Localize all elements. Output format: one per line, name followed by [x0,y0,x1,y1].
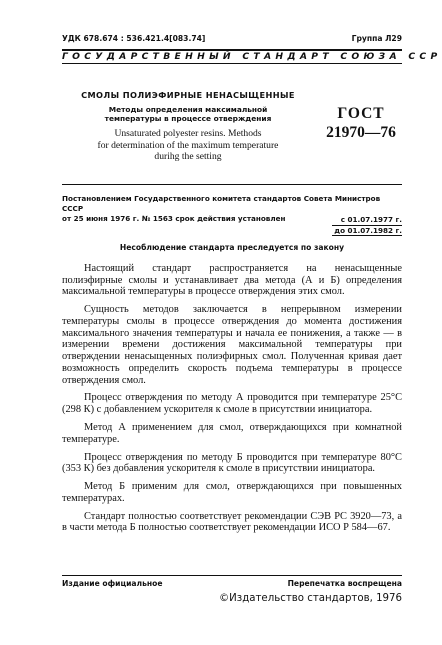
title-english-line: durihg the setting [154,151,222,162]
decree-line: Постановлением Государственного комитета стандартов Совета Министров СССР [62,194,381,213]
title-english-line: Unsaturated polyester resins. Methods [114,128,262,139]
title-subtitle-line: температуры в процессе отверждения [104,114,272,123]
title-rule [62,184,402,185]
body-paragraph: Сущность методов заключается в непрерывном измерении температуры смолы в процессе отверждения до момента достижения максимального значения температуры и начала ее понижения, а также — в измерении времени достижения максимальной температуры при отверждении ненасыщенных полиэфирных смол. Полученная кривая дает возможность определить скорость подъема температуры в процессе отверждения смол. [62,304,402,386]
body-paragraph: Метод Б применим для смол, отверждающихся при повышенных температурах. [62,481,402,504]
header-row [62,34,402,46]
copyright-note: ©Издательство стандартов, 1976 [218,593,402,604]
udk-code: УДК 678.674 : 536.421.4[083.74] [62,34,206,43]
title-block [62,90,314,163]
body-paragraph: Метод А применением для смол, отверждающихся при комнатной температуре. [62,422,402,445]
banner-rule [62,63,402,64]
body-paragraph: Стандарт полностью соответствует рекомендации СЭВ PC 3920—73, а в части метода Б полностью соответствует рекомендации ИСО Р 584—67. [62,510,402,534]
title-main: СМОЛЫ ПОЛИЭФИРНЫЕ НЕНАСЫЩЕННЫЕ [81,90,295,100]
title-english-line: for determination of the maximum temperature [97,139,279,151]
title-subtitle-line: Методы определения максимальной [108,105,268,114]
validity-dates [332,215,402,236]
reprint-note: Перепечатка воспрещена [287,579,402,588]
body-paragraph: Процесс отверждения по методу А проводится при температуре 25°С (298 К) с добавлением ускорителя к смоле в присутствии инициатора. [62,392,402,416]
group-code: Группа Л29 [351,34,402,43]
document-body [62,263,402,540]
footer-rule [62,575,402,576]
body-paragraph: Настоящий стандарт распространяется на ненасыщенные полиэфирные смолы и устанавливает два метода (А и Б) определения максимальной температуры в процессе отверждения этих смол. [62,263,402,298]
state-standard-banner: ГОСУДАРСТВЕННЫЙ СТАНДАРТ СОЮЗА ССР [62,51,442,62]
title-subtitle [62,105,314,123]
title-english [62,128,314,163]
body-paragraph: Процесс отверждения по методу Б проводится при температуре 80°С (353 К) без добавления ускорителя к смоле в присутствии инициатора. [62,451,402,475]
date-from: с 01.07.1977 г. [332,215,402,226]
gost-designation [320,105,402,142]
official-edition-note: Издание официальное [62,579,163,588]
gost-label: ГОСТ [337,105,385,122]
legal-warning: Несоблюдение стандарта преследуется по закону [119,243,345,252]
gost-number: 21970—76 [326,124,396,141]
date-to: до 01.07.1982 г. [332,226,402,237]
decree-line: от 25 июня 1976 г. № 1563 срок действия установлен [62,214,286,223]
